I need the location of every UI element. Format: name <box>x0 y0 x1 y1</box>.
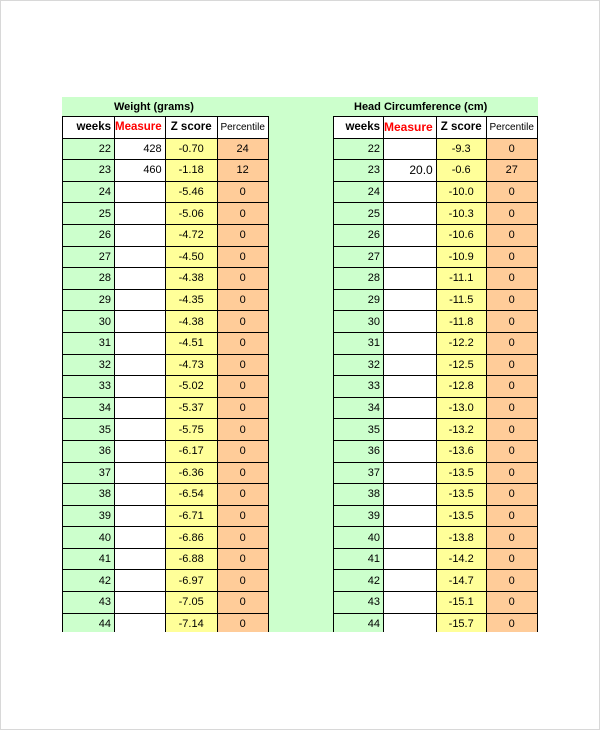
table-row <box>334 354 538 376</box>
table-row <box>63 613 269 632</box>
measure-input-cell[interactable] <box>384 527 437 549</box>
z-score-cell: -4.72 <box>165 224 217 246</box>
z-score-cell: -10.0 <box>436 181 486 203</box>
measure-input-cell[interactable] <box>115 376 166 398</box>
measure-input-cell[interactable] <box>115 181 166 203</box>
z-score-cell: -5.06 <box>165 203 217 225</box>
table-row <box>63 484 269 506</box>
head-table-body <box>334 117 538 633</box>
z-score-cell: -13.5 <box>436 484 486 506</box>
percentile-cell: 0 <box>217 376 268 398</box>
measure-input-cell[interactable] <box>115 592 166 614</box>
measure-input-cell[interactable] <box>115 203 166 225</box>
measure-input-cell[interactable] <box>115 484 166 506</box>
percentile-cell: 0 <box>486 311 537 333</box>
week-cell: 38 <box>334 484 384 506</box>
table-row <box>334 505 538 527</box>
z-score-cell: -6.17 <box>165 440 217 462</box>
table-row <box>63 224 269 246</box>
percentile-cell: 0 <box>486 484 537 506</box>
z-score-cell: -6.97 <box>165 570 217 592</box>
week-cell: 33 <box>334 376 384 398</box>
measure-input-cell[interactable] <box>115 332 166 354</box>
weight-table-body <box>63 117 269 633</box>
measure-input-cell[interactable] <box>115 354 166 376</box>
z-score-cell: -4.73 <box>165 354 217 376</box>
percentile-cell: 0 <box>217 246 268 268</box>
percentile-cell: 0 <box>217 268 268 290</box>
weight-section-title: Weight (grams) <box>114 101 194 113</box>
percentile-cell: 0 <box>486 138 537 160</box>
table-row <box>63 289 269 311</box>
table-row <box>63 505 269 527</box>
week-cell: 41 <box>334 548 384 570</box>
weight-table <box>62 116 269 632</box>
z-score-cell: -1.18 <box>165 160 217 182</box>
z-score-cell: -13.5 <box>436 462 486 484</box>
week-cell: 32 <box>63 354 115 376</box>
z-score-cell: -5.02 <box>165 376 217 398</box>
week-cell: 23 <box>334 160 384 182</box>
measure-input-cell[interactable] <box>115 613 166 632</box>
week-cell: 42 <box>63 570 115 592</box>
measure-input-cell[interactable]: 460 <box>115 160 166 182</box>
measure-input-cell[interactable] <box>384 138 437 160</box>
z-score-cell: -13.5 <box>436 505 486 527</box>
week-cell: 41 <box>63 548 115 570</box>
week-cell: 37 <box>63 462 115 484</box>
measure-input-cell[interactable] <box>115 462 166 484</box>
table-row <box>334 224 538 246</box>
percentile-cell: 27 <box>486 160 537 182</box>
percentile-cell: 0 <box>486 224 537 246</box>
week-cell: 26 <box>334 224 384 246</box>
measure-input-cell[interactable] <box>115 224 166 246</box>
week-cell: 42 <box>334 570 384 592</box>
z-score-cell: -15.1 <box>436 592 486 614</box>
measure-input-cell[interactable] <box>384 613 437 632</box>
z-score-cell: -13.2 <box>436 419 486 441</box>
z-score-cell: -11.5 <box>436 289 486 311</box>
measure-input-cell[interactable] <box>384 570 437 592</box>
z-score-cell: -13.6 <box>436 440 486 462</box>
week-cell: 25 <box>334 203 384 225</box>
week-cell: 34 <box>334 397 384 419</box>
table-row <box>63 527 269 549</box>
table-row <box>334 138 538 160</box>
percentile-cell: 0 <box>486 592 537 614</box>
percentile-cell: 0 <box>486 268 537 290</box>
week-cell: 24 <box>334 181 384 203</box>
percentile-column-header: Percentile <box>217 117 268 139</box>
measure-input-cell[interactable] <box>384 224 437 246</box>
measure-input-cell[interactable] <box>384 332 437 354</box>
percentile-cell: 0 <box>486 289 537 311</box>
table-row <box>334 592 538 614</box>
week-cell: 28 <box>334 268 384 290</box>
z-score-cell: -14.7 <box>436 570 486 592</box>
percentile-column-header: Percentile <box>486 117 537 139</box>
z-score-cell: -4.51 <box>165 332 217 354</box>
measure-input-cell[interactable] <box>115 505 166 527</box>
z-score-cell: -10.3 <box>436 203 486 225</box>
measure-input-cell[interactable] <box>384 592 437 614</box>
percentile-cell: 0 <box>217 484 268 506</box>
measure-column-header: Measure <box>115 117 166 139</box>
z-score-cell: -0.70 <box>165 138 217 160</box>
head-header-row <box>334 117 538 139</box>
week-cell: 38 <box>63 484 115 506</box>
percentile-cell: 12 <box>217 160 268 182</box>
table-row <box>334 311 538 333</box>
week-cell: 26 <box>63 224 115 246</box>
percentile-cell: 0 <box>217 203 268 225</box>
week-cell: 24 <box>63 181 115 203</box>
measure-input-cell[interactable] <box>115 548 166 570</box>
percentile-cell: 0 <box>217 311 268 333</box>
measure-input-cell[interactable] <box>115 311 166 333</box>
week-cell: 32 <box>334 354 384 376</box>
z-score-cell: -12.8 <box>436 376 486 398</box>
weight-header-row <box>63 117 269 139</box>
table-row <box>63 332 269 354</box>
table-row <box>63 354 269 376</box>
z-score-cell: -11.8 <box>436 311 486 333</box>
percentile-cell: 0 <box>217 289 268 311</box>
week-cell: 31 <box>334 332 384 354</box>
measure-input-cell[interactable] <box>115 440 166 462</box>
measure-input-cell[interactable] <box>384 376 437 398</box>
week-cell: 36 <box>334 440 384 462</box>
z-score-cell: -15.7 <box>436 613 486 632</box>
z-score-cell: -7.05 <box>165 592 217 614</box>
growth-chart-sheet <box>62 97 538 632</box>
week-cell: 34 <box>63 397 115 419</box>
percentile-cell: 0 <box>486 440 537 462</box>
table-row <box>334 419 538 441</box>
table-row <box>63 311 269 333</box>
percentile-cell: 0 <box>486 332 537 354</box>
z-score-cell: -9.3 <box>436 138 486 160</box>
week-cell: 40 <box>334 527 384 549</box>
table-row <box>334 548 538 570</box>
week-cell: 31 <box>63 332 115 354</box>
measure-input-cell[interactable] <box>115 268 166 290</box>
week-cell: 29 <box>63 289 115 311</box>
week-cell: 39 <box>63 505 115 527</box>
measure-input-cell[interactable] <box>115 570 166 592</box>
table-row <box>334 462 538 484</box>
week-cell: 44 <box>63 613 115 632</box>
week-cell: 25 <box>63 203 115 225</box>
week-cell: 43 <box>63 592 115 614</box>
z-score-cell: -13.8 <box>436 527 486 549</box>
z-score-cell: -6.86 <box>165 527 217 549</box>
table-row <box>63 181 269 203</box>
table-row <box>63 138 269 160</box>
z-score-column-header: Z score <box>165 117 217 139</box>
z-score-cell: -4.38 <box>165 311 217 333</box>
measure-column-header: Measure <box>384 117 437 139</box>
percentile-cell: 0 <box>217 354 268 376</box>
z-score-cell: -14.2 <box>436 548 486 570</box>
z-score-cell: -6.88 <box>165 548 217 570</box>
week-cell: 33 <box>63 376 115 398</box>
table-row <box>63 462 269 484</box>
weeks-column-header: weeks <box>334 117 384 139</box>
table-row <box>63 160 269 182</box>
z-score-cell: -12.2 <box>436 332 486 354</box>
measure-input-cell[interactable] <box>384 203 437 225</box>
percentile-cell: 0 <box>486 419 537 441</box>
percentile-cell: 0 <box>486 354 537 376</box>
table-row <box>63 592 269 614</box>
table-row <box>334 613 538 632</box>
z-score-cell: -6.36 <box>165 462 217 484</box>
table-row <box>63 440 269 462</box>
percentile-cell: 0 <box>486 548 537 570</box>
measure-input-cell[interactable] <box>384 462 437 484</box>
table-row <box>334 181 538 203</box>
measure-input-cell[interactable] <box>384 289 437 311</box>
measure-input-cell[interactable] <box>115 246 166 268</box>
z-score-cell: -10.6 <box>436 224 486 246</box>
measure-input-cell[interactable] <box>384 505 437 527</box>
percentile-cell: 0 <box>486 462 537 484</box>
z-score-cell: -6.71 <box>165 505 217 527</box>
z-score-cell: -6.54 <box>165 484 217 506</box>
week-cell: 37 <box>334 462 384 484</box>
z-score-cell: -12.5 <box>436 354 486 376</box>
head-circumference-section-title: Head Circumference (cm) <box>354 101 488 113</box>
measure-input-cell[interactable] <box>384 419 437 441</box>
table-row <box>334 332 538 354</box>
week-cell: 44 <box>334 613 384 632</box>
measure-input-cell[interactable] <box>115 397 166 419</box>
table-row <box>334 397 538 419</box>
percentile-cell: 0 <box>217 332 268 354</box>
measure-input-cell[interactable]: 20.0 <box>384 160 437 182</box>
table-row <box>334 484 538 506</box>
week-cell: 35 <box>63 419 115 441</box>
measure-input-cell[interactable] <box>115 419 166 441</box>
week-cell: 27 <box>334 246 384 268</box>
measure-input-cell[interactable] <box>384 268 437 290</box>
measure-input-cell[interactable] <box>384 484 437 506</box>
measure-input-cell[interactable] <box>384 397 437 419</box>
percentile-cell: 0 <box>217 397 268 419</box>
week-cell: 22 <box>334 138 384 160</box>
table-row <box>334 203 538 225</box>
percentile-cell: 0 <box>217 440 268 462</box>
percentile-cell: 0 <box>217 548 268 570</box>
percentile-cell: 0 <box>486 570 537 592</box>
week-cell: 36 <box>63 440 115 462</box>
measure-input-cell[interactable] <box>384 246 437 268</box>
table-row <box>63 376 269 398</box>
week-cell: 23 <box>63 160 115 182</box>
percentile-cell: 0 <box>217 613 268 632</box>
week-cell: 27 <box>63 246 115 268</box>
week-cell: 35 <box>334 419 384 441</box>
measure-input-cell[interactable] <box>384 354 437 376</box>
measure-input-cell[interactable] <box>384 181 437 203</box>
week-cell: 30 <box>63 311 115 333</box>
percentile-cell: 24 <box>217 138 268 160</box>
percentile-cell: 0 <box>217 462 268 484</box>
table-row <box>334 527 538 549</box>
measure-input-cell[interactable] <box>115 527 166 549</box>
table-row <box>334 376 538 398</box>
week-cell: 29 <box>334 289 384 311</box>
measure-input-cell[interactable] <box>384 548 437 570</box>
z-score-cell: -11.1 <box>436 268 486 290</box>
table-row <box>63 397 269 419</box>
week-cell: 40 <box>63 527 115 549</box>
z-score-cell: -0.6 <box>436 160 486 182</box>
z-score-cell: -4.38 <box>165 268 217 290</box>
table-row <box>334 440 538 462</box>
head-circumference-table <box>333 116 538 632</box>
table-row <box>334 268 538 290</box>
percentile-cell: 0 <box>486 527 537 549</box>
table-row <box>63 419 269 441</box>
table-row <box>63 548 269 570</box>
week-cell: 30 <box>334 311 384 333</box>
percentile-cell: 0 <box>217 181 268 203</box>
percentile-cell: 0 <box>217 224 268 246</box>
percentile-cell: 0 <box>217 592 268 614</box>
z-score-column-header: Z score <box>436 117 486 139</box>
percentile-cell: 0 <box>217 505 268 527</box>
table-row <box>63 203 269 225</box>
z-score-cell: -5.75 <box>165 419 217 441</box>
measure-input-cell[interactable] <box>115 289 166 311</box>
measure-input-cell[interactable] <box>384 311 437 333</box>
percentile-cell: 0 <box>486 376 537 398</box>
measure-input-cell[interactable]: 428 <box>115 138 166 160</box>
z-score-cell: -5.37 <box>165 397 217 419</box>
percentile-cell: 0 <box>486 246 537 268</box>
z-score-cell: -10.9 <box>436 246 486 268</box>
percentile-cell: 0 <box>486 203 537 225</box>
percentile-cell: 0 <box>217 570 268 592</box>
percentile-cell: 0 <box>486 181 537 203</box>
table-row <box>334 570 538 592</box>
week-cell: 22 <box>63 138 115 160</box>
z-score-cell: -4.35 <box>165 289 217 311</box>
week-cell: 39 <box>334 505 384 527</box>
table-row <box>63 246 269 268</box>
table-row <box>63 268 269 290</box>
measure-input-cell[interactable] <box>384 440 437 462</box>
table-row <box>334 289 538 311</box>
z-score-cell: -4.50 <box>165 246 217 268</box>
table-row <box>334 246 538 268</box>
weeks-column-header: weeks <box>63 117 115 139</box>
z-score-cell: -13.0 <box>436 397 486 419</box>
table-row <box>334 160 538 182</box>
percentile-cell: 0 <box>486 397 537 419</box>
week-cell: 43 <box>334 592 384 614</box>
percentile-cell: 0 <box>217 419 268 441</box>
percentile-cell: 0 <box>217 527 268 549</box>
z-score-cell: -7.14 <box>165 613 217 632</box>
percentile-cell: 0 <box>486 613 537 632</box>
table-row <box>63 570 269 592</box>
percentile-cell: 0 <box>486 505 537 527</box>
z-score-cell: -5.46 <box>165 181 217 203</box>
week-cell: 28 <box>63 268 115 290</box>
